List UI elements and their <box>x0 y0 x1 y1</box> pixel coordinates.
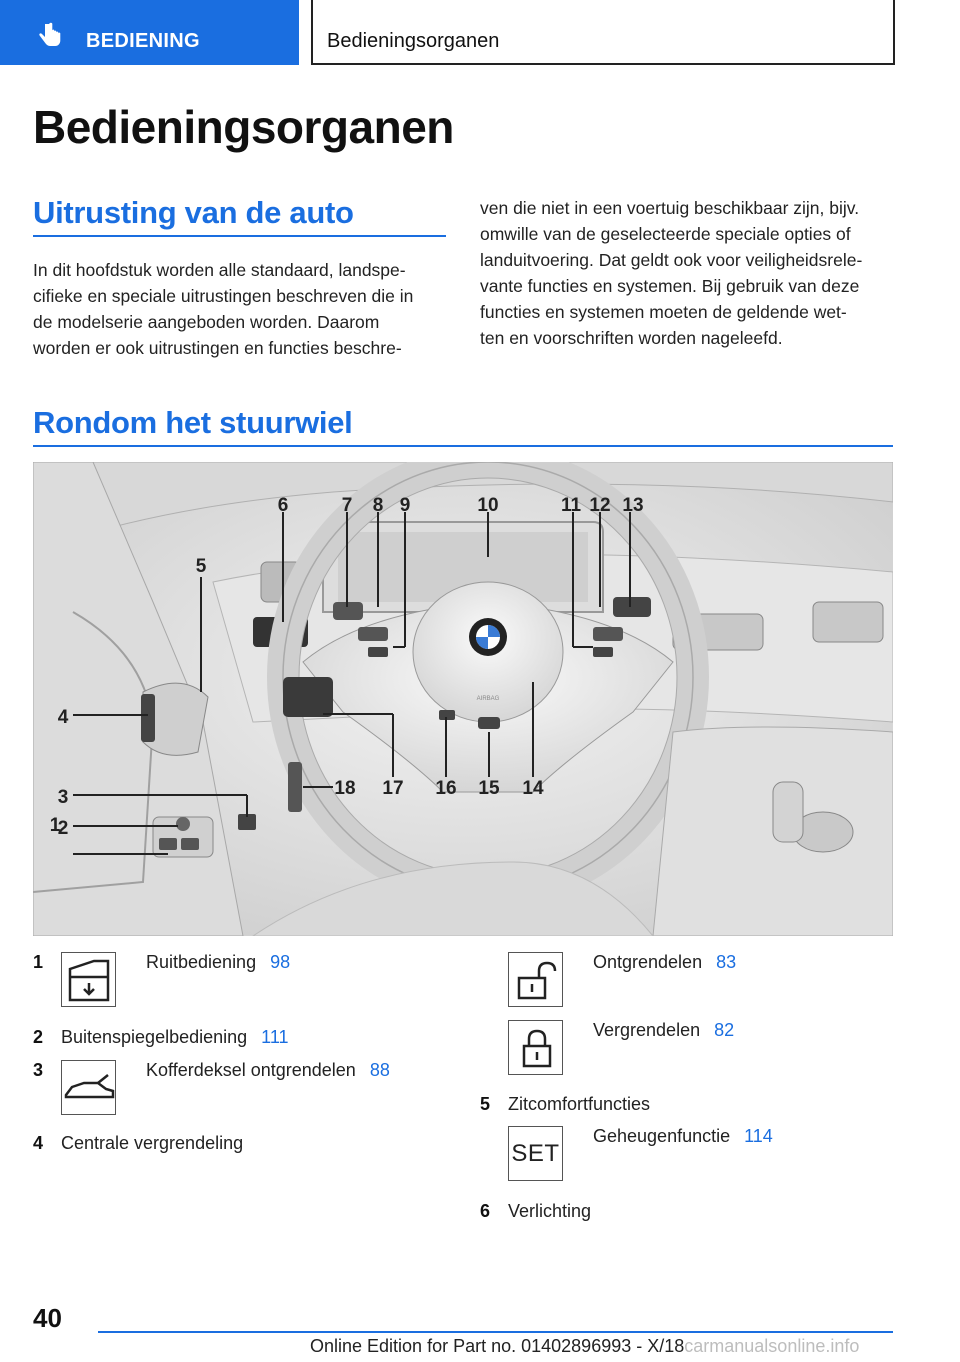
legend-item-6 <box>480 1201 900 1227</box>
callout-14: 14 <box>522 778 544 799</box>
legend-label: Vergrendelen <box>593 1020 701 1040</box>
lock-icon <box>508 1020 563 1075</box>
set-icon-text: SET <box>511 1139 560 1167</box>
legend-number: 2 <box>33 1027 44 1047</box>
airbag-label: AIRBAG <box>476 696 500 702</box>
callout-1: 1 <box>49 815 61 836</box>
legend-number: 5 <box>480 1094 491 1114</box>
page-reference-link[interactable]: 98 <box>270 952 291 972</box>
callout-7: 7 <box>341 495 353 516</box>
memory-set-icon <box>508 1126 563 1181</box>
callout-11: 11 <box>560 495 582 516</box>
legend-item-3 <box>33 1060 453 1120</box>
page-reference-link[interactable]: 83 <box>716 952 737 972</box>
text-line: ven die niet in een voertuig beschikbaar zijn, bijv. <box>480 198 860 218</box>
callout-17: 17 <box>382 778 404 799</box>
pointing-hand-icon <box>34 20 66 52</box>
section-heading-steering-wheel: Rondom het stuurwiel <box>33 405 353 440</box>
text-line: vante functies en systemen. Bij gebruik van deze <box>480 276 860 296</box>
trunk-lid-icon <box>61 1060 116 1115</box>
callout-9: 9 <box>399 495 411 516</box>
legend-item-5a <box>480 1126 900 1186</box>
legend-item-4 <box>33 1133 453 1159</box>
page-number: 40 <box>33 1303 62 1333</box>
legend-item-4b <box>480 1020 900 1080</box>
legend-label: Ruitbediening <box>146 952 257 972</box>
section-tab[interactable] <box>0 0 299 65</box>
intro-column-1 <box>33 257 453 361</box>
legend-label: Kofferdeksel ontgrendelen <box>146 1060 356 1080</box>
text-line: landuitvoering. Dat geldt ook voor veiligheidsrele- <box>480 250 863 270</box>
callout-8: 8 <box>372 495 384 516</box>
text-line: de modelserie aangeboden worden. Daarom <box>33 312 380 332</box>
page-reference-link[interactable]: 114 <box>744 1126 773 1146</box>
legend-item-5 <box>480 1094 900 1120</box>
section-tab-label: BEDIENING <box>86 30 200 52</box>
legend-label: Verlichting <box>508 1201 592 1221</box>
text-line: functies en systemen moeten de geldende wet- <box>480 302 847 322</box>
watermark-text: carmanualsonline.info <box>684 1336 860 1356</box>
page-reference-link[interactable]: 82 <box>714 1020 735 1040</box>
text-line: cifieke en speciale uitrustingen beschreven die in <box>33 286 414 306</box>
unlock-icon <box>508 952 563 1007</box>
callout-4: 4 <box>57 707 69 728</box>
callout-5: 5 <box>195 556 207 577</box>
intro-column-2 <box>480 195 900 351</box>
legend-label: Zitcomfortfuncties <box>508 1094 651 1114</box>
edition-text: Online Edition for Part no. 01402896993 - X/18 <box>310 1336 685 1356</box>
callout-13: 13 <box>622 495 644 516</box>
cockpit-illustration <box>33 462 893 936</box>
callout-15: 15 <box>478 778 500 799</box>
legend-number: 1 <box>33 952 44 972</box>
legend-number: 6 <box>480 1201 491 1221</box>
legend-label: Geheugenfunctie <box>593 1126 731 1146</box>
door-handle-switch <box>141 694 155 742</box>
breadcrumb-label: Bedieningsorganen <box>327 30 500 52</box>
cockpit-drawing <box>33 462 893 936</box>
footer-rule <box>98 1331 893 1333</box>
legend-item-1 <box>33 952 453 1012</box>
legend-label: Buitenspiegelbediening <box>61 1027 248 1047</box>
callout-3: 3 <box>57 787 69 808</box>
text-line: In dit hoofdstuk worden alle standaard, landspe- <box>33 260 406 280</box>
text-line: ten en voorschriften worden nageleefd. <box>480 328 783 348</box>
legend-label: Centrale vergrendeling <box>61 1133 244 1153</box>
window-control-icon <box>61 952 116 1007</box>
footer-edition <box>310 1336 859 1357</box>
legend-item-4a <box>480 952 900 1012</box>
callout-2: 2 <box>57 818 69 839</box>
callout-10: 10 <box>477 495 499 516</box>
bmw-logo-icon <box>469 618 507 656</box>
callout-6: 6 <box>277 495 289 516</box>
legend-number: 4 <box>33 1133 44 1153</box>
page-reference-link[interactable]: 88 <box>369 1060 390 1080</box>
legend-number: 3 <box>33 1060 44 1080</box>
section-rule <box>33 445 893 447</box>
text-line: omwille van de geselecteerde speciale opties of <box>480 224 851 244</box>
section-heading-equipment: Uitrusting van de auto <box>33 195 354 230</box>
text-line: worden er ook uitrustingen en functies beschre- <box>33 338 402 358</box>
breadcrumb <box>311 0 895 65</box>
callout-18: 18 <box>334 778 356 799</box>
page-title: Bedieningsorganen <box>33 101 454 153</box>
page-reference-link[interactable]: 111 <box>261 1027 289 1047</box>
legend-item-2 <box>33 1027 453 1053</box>
section-rule <box>33 235 446 237</box>
legend-label: Ontgrendelen <box>593 952 703 972</box>
callout-16: 16 <box>435 778 457 799</box>
callout-12: 12 <box>589 495 611 516</box>
